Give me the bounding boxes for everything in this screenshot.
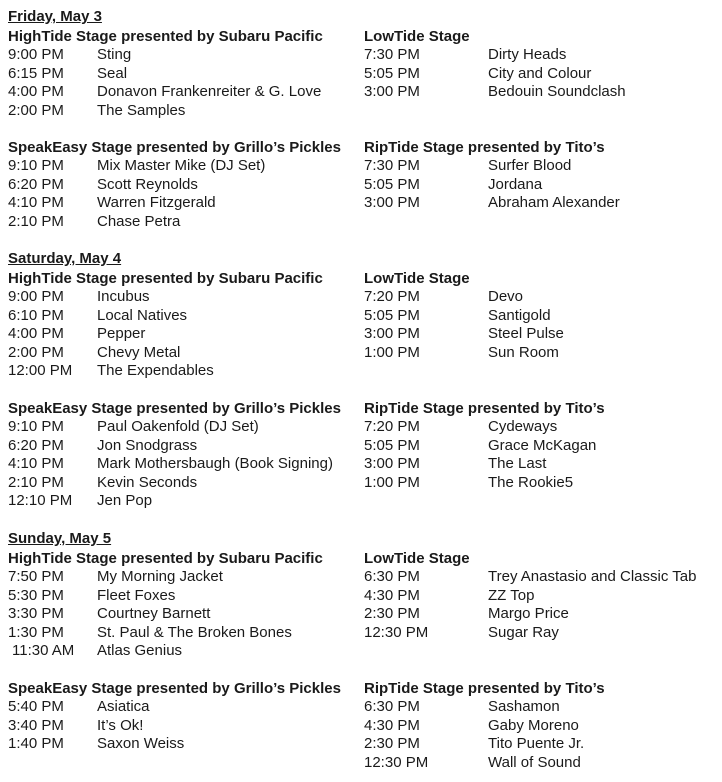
schedule-row (364, 344, 720, 363)
set-time: 4:00 PM (8, 83, 64, 101)
artist-name: Sun Room (488, 343, 559, 361)
artist-name: Grace McKagan (488, 436, 597, 454)
set-time: 7:30 PM (364, 46, 420, 63)
set-time: 3:40 PM (8, 716, 64, 734)
set-time: 7:50 PM (8, 568, 64, 585)
schedule-row (8, 307, 364, 326)
schedule-row (8, 418, 364, 437)
set-time: 3:00 PM (364, 325, 420, 343)
day-heading-friday: Friday, May 3 (8, 8, 102, 25)
set-time: 9:00 PM (8, 46, 64, 63)
set-time: 7:20 PM (364, 288, 420, 305)
artist-name: Scott Reynolds (97, 175, 198, 193)
stage-block-saturday-speakeasy (8, 399, 364, 511)
schedule-row (8, 474, 364, 493)
set-time: 2:10 PM (8, 212, 64, 230)
artist-name: Sting (97, 46, 132, 63)
schedule-row (364, 65, 720, 84)
schedule-row (364, 754, 720, 773)
set-time: 6:20 PM (8, 175, 64, 193)
set-time: 2:30 PM (364, 605, 420, 623)
schedule-row (364, 325, 720, 344)
set-time: 12:00 PM (8, 362, 73, 380)
schedule-row (364, 605, 720, 624)
schedule-row (8, 587, 364, 606)
set-time: 6:20 PM (8, 436, 64, 454)
artist-name: Asiatica (97, 698, 150, 715)
artist-name: Gaby Moreno (488, 716, 579, 734)
set-time: 4:10 PM (8, 194, 64, 212)
artist-name: Jordana (488, 175, 543, 193)
stage-block-sunday-riptide (364, 679, 720, 772)
schedule-row (8, 288, 364, 307)
artist-name: The Samples (97, 101, 186, 119)
schedule-row (8, 568, 364, 587)
schedule-row (8, 624, 364, 643)
set-time: 5:05 PM (364, 64, 420, 82)
schedule-row (364, 717, 720, 736)
schedule-row (8, 437, 364, 456)
stage-title: HighTide Stage presented by Subaru Pacific (8, 550, 323, 567)
set-time: 5:05 PM (364, 306, 420, 324)
schedule-row (8, 698, 364, 717)
artist-name: Chase Petra (97, 212, 181, 230)
schedule-row (364, 624, 720, 643)
artist-name: Cydeways (488, 418, 558, 435)
schedule-row (8, 65, 364, 84)
artist-name: Bedouin Soundclash (488, 83, 626, 101)
schedule-row (364, 194, 720, 213)
artist-name: Incubus (97, 288, 150, 305)
artist-name: Paul Oakenfold (DJ Set) (97, 418, 259, 435)
schedule-row (8, 325, 364, 344)
stage-block-saturday-hightide (8, 269, 364, 381)
artist-name: Wall of Sound (488, 753, 581, 771)
schedule-row (8, 642, 364, 661)
set-time: 9:00 PM (8, 288, 64, 305)
artist-name: Pepper (97, 325, 146, 343)
set-time: 9:10 PM (8, 157, 64, 174)
artist-name: Atlas Genius (97, 642, 183, 660)
stage-block-sunday-lowtide (364, 549, 720, 642)
stage-title: RipTide Stage presented by Tito’s (364, 400, 605, 417)
set-time: 1:00 PM (364, 473, 420, 491)
artist-name: Seal (97, 64, 128, 82)
schedule-row (8, 102, 364, 121)
artist-name: Abraham Alexander (488, 194, 620, 212)
schedule-row (8, 362, 364, 381)
artist-name: My Morning Jacket (97, 568, 223, 585)
stage-block-sunday-speakeasy (8, 679, 364, 754)
day-heading-sunday: Sunday, May 5 (8, 530, 112, 547)
artist-name: Courtney Barnett (97, 605, 211, 623)
schedule-row (8, 717, 364, 736)
set-time: 4:30 PM (364, 586, 420, 604)
schedule-row (364, 587, 720, 606)
artist-name: Tito Puente Jr. (488, 735, 585, 753)
stage-block-saturday-riptide (364, 399, 720, 492)
set-time: 7:20 PM (364, 418, 420, 435)
set-time: 7:30 PM (364, 157, 420, 174)
schedule-row (364, 288, 720, 307)
schedule-row (364, 46, 720, 65)
stage-title: RipTide Stage presented by Tito’s (364, 139, 605, 156)
stage-block-friday-speakeasy (8, 138, 364, 231)
artist-name: Donavon Frankenreiter & G. Love (97, 83, 322, 101)
set-time: 4:30 PM (364, 716, 420, 734)
stage-block-friday-hightide (8, 27, 364, 120)
set-time: 1:00 PM (364, 343, 420, 361)
stage-title: LowTide Stage (364, 28, 470, 45)
set-time: 12:10 PM (8, 492, 73, 510)
set-time: 3:00 PM (364, 194, 420, 212)
schedule-row (364, 568, 720, 587)
schedule-row (364, 83, 720, 102)
schedule-row (364, 307, 720, 326)
set-time: 11:30 AM (12, 642, 75, 660)
stage-title: HighTide Stage presented by Subaru Pacific (8, 270, 323, 287)
artist-name: Fleet Foxes (97, 586, 176, 604)
artist-name: ZZ Top (488, 586, 535, 604)
stage-title: LowTide Stage (364, 550, 470, 567)
set-time: 2:00 PM (8, 343, 64, 361)
stage-title: SpeakEasy Stage presented by Grillo’s Pickles (8, 139, 341, 156)
artist-name: Jen Pop (97, 492, 153, 510)
set-time: 12:30 PM (364, 753, 429, 771)
artist-name: Warren Fitzgerald (97, 194, 216, 212)
stage-title: LowTide Stage (364, 270, 470, 287)
artist-name: Santigold (488, 306, 551, 324)
set-time: 3:30 PM (8, 605, 64, 623)
stage-block-saturday-lowtide (364, 269, 720, 362)
artist-name: City and Colour (488, 64, 592, 82)
schedule-row (364, 735, 720, 754)
artist-name: Mix Master Mike (DJ Set) (97, 157, 266, 174)
schedule-row (364, 455, 720, 474)
schedule-row (8, 176, 364, 195)
schedule-row (364, 176, 720, 195)
artist-name: Kevin Seconds (97, 473, 198, 491)
schedule-row (8, 492, 364, 511)
schedule-row (364, 474, 720, 493)
artist-name: Saxon Weiss (97, 735, 185, 753)
stage-block-sunday-hightide (8, 549, 364, 661)
artist-name: Chevy Metal (97, 343, 181, 361)
set-time: 2:00 PM (8, 101, 64, 119)
set-time: 6:30 PM (364, 698, 420, 715)
artist-name: Mark Mothersbaugh (Book Signing) (97, 455, 333, 473)
set-time: 4:10 PM (8, 455, 64, 473)
set-time: 2:10 PM (8, 473, 64, 491)
stage-block-friday-lowtide (364, 27, 720, 102)
schedule-row (8, 194, 364, 213)
set-time: 1:30 PM (8, 623, 64, 641)
set-time: 6:30 PM (364, 568, 420, 585)
stage-title: SpeakEasy Stage presented by Grillo’s Pickles (8, 680, 341, 697)
set-time: 5:40 PM (8, 698, 64, 715)
set-time: 6:10 PM (8, 306, 64, 324)
artist-name: Sugar Ray (488, 623, 559, 641)
day-heading-saturday: Saturday, May 4 (8, 250, 122, 267)
schedule-row (364, 437, 720, 456)
schedule-row (8, 213, 364, 232)
schedule-row (8, 83, 364, 102)
set-time: 6:15 PM (8, 64, 64, 82)
schedule-row (8, 605, 364, 624)
artist-name: Local Natives (97, 306, 188, 324)
schedule-row (8, 157, 364, 176)
stage-title: HighTide Stage presented by Subaru Pacific (8, 28, 323, 45)
artist-name: Margo Price (488, 605, 569, 623)
artist-name: The Expendables (97, 362, 214, 380)
set-time: 5:05 PM (364, 436, 420, 454)
schedule-row (364, 698, 720, 717)
set-time: 5:30 PM (8, 586, 64, 604)
set-time: 5:05 PM (364, 175, 420, 193)
set-time: 3:00 PM (364, 455, 420, 473)
artist-name: The Last (488, 455, 547, 473)
schedule-row (364, 157, 720, 176)
schedule-row (364, 418, 720, 437)
stage-title: RipTide Stage presented by Tito’s (364, 680, 605, 697)
artist-name: Trey Anastasio and Classic Tab (488, 568, 697, 585)
stage-block-friday-riptide (364, 138, 720, 213)
set-time: 2:30 PM (364, 735, 420, 753)
set-time: 1:40 PM (8, 735, 64, 753)
artist-name: It’s Ok! (97, 716, 144, 734)
set-time: 4:00 PM (8, 325, 64, 343)
artist-name: Dirty Heads (488, 46, 567, 63)
stage-title: SpeakEasy Stage presented by Grillo’s Pickles (8, 400, 341, 417)
artist-name: Jon Snodgrass (97, 436, 198, 454)
set-time: 9:10 PM (8, 418, 64, 435)
artist-name: St. Paul & The Broken Bones (97, 623, 292, 641)
artist-name: Sashamon (488, 698, 560, 715)
artist-name: The Rookie5 (488, 473, 574, 491)
schedule-row (8, 46, 364, 65)
schedule-row (8, 344, 364, 363)
schedule-row (8, 735, 364, 754)
artist-name: Steel Pulse (488, 325, 564, 343)
schedule-row (8, 455, 364, 474)
set-time: 3:00 PM (364, 83, 420, 101)
artist-name: Devo (488, 288, 524, 305)
artist-name: Surfer Blood (488, 157, 572, 174)
set-time: 12:30 PM (364, 623, 429, 641)
